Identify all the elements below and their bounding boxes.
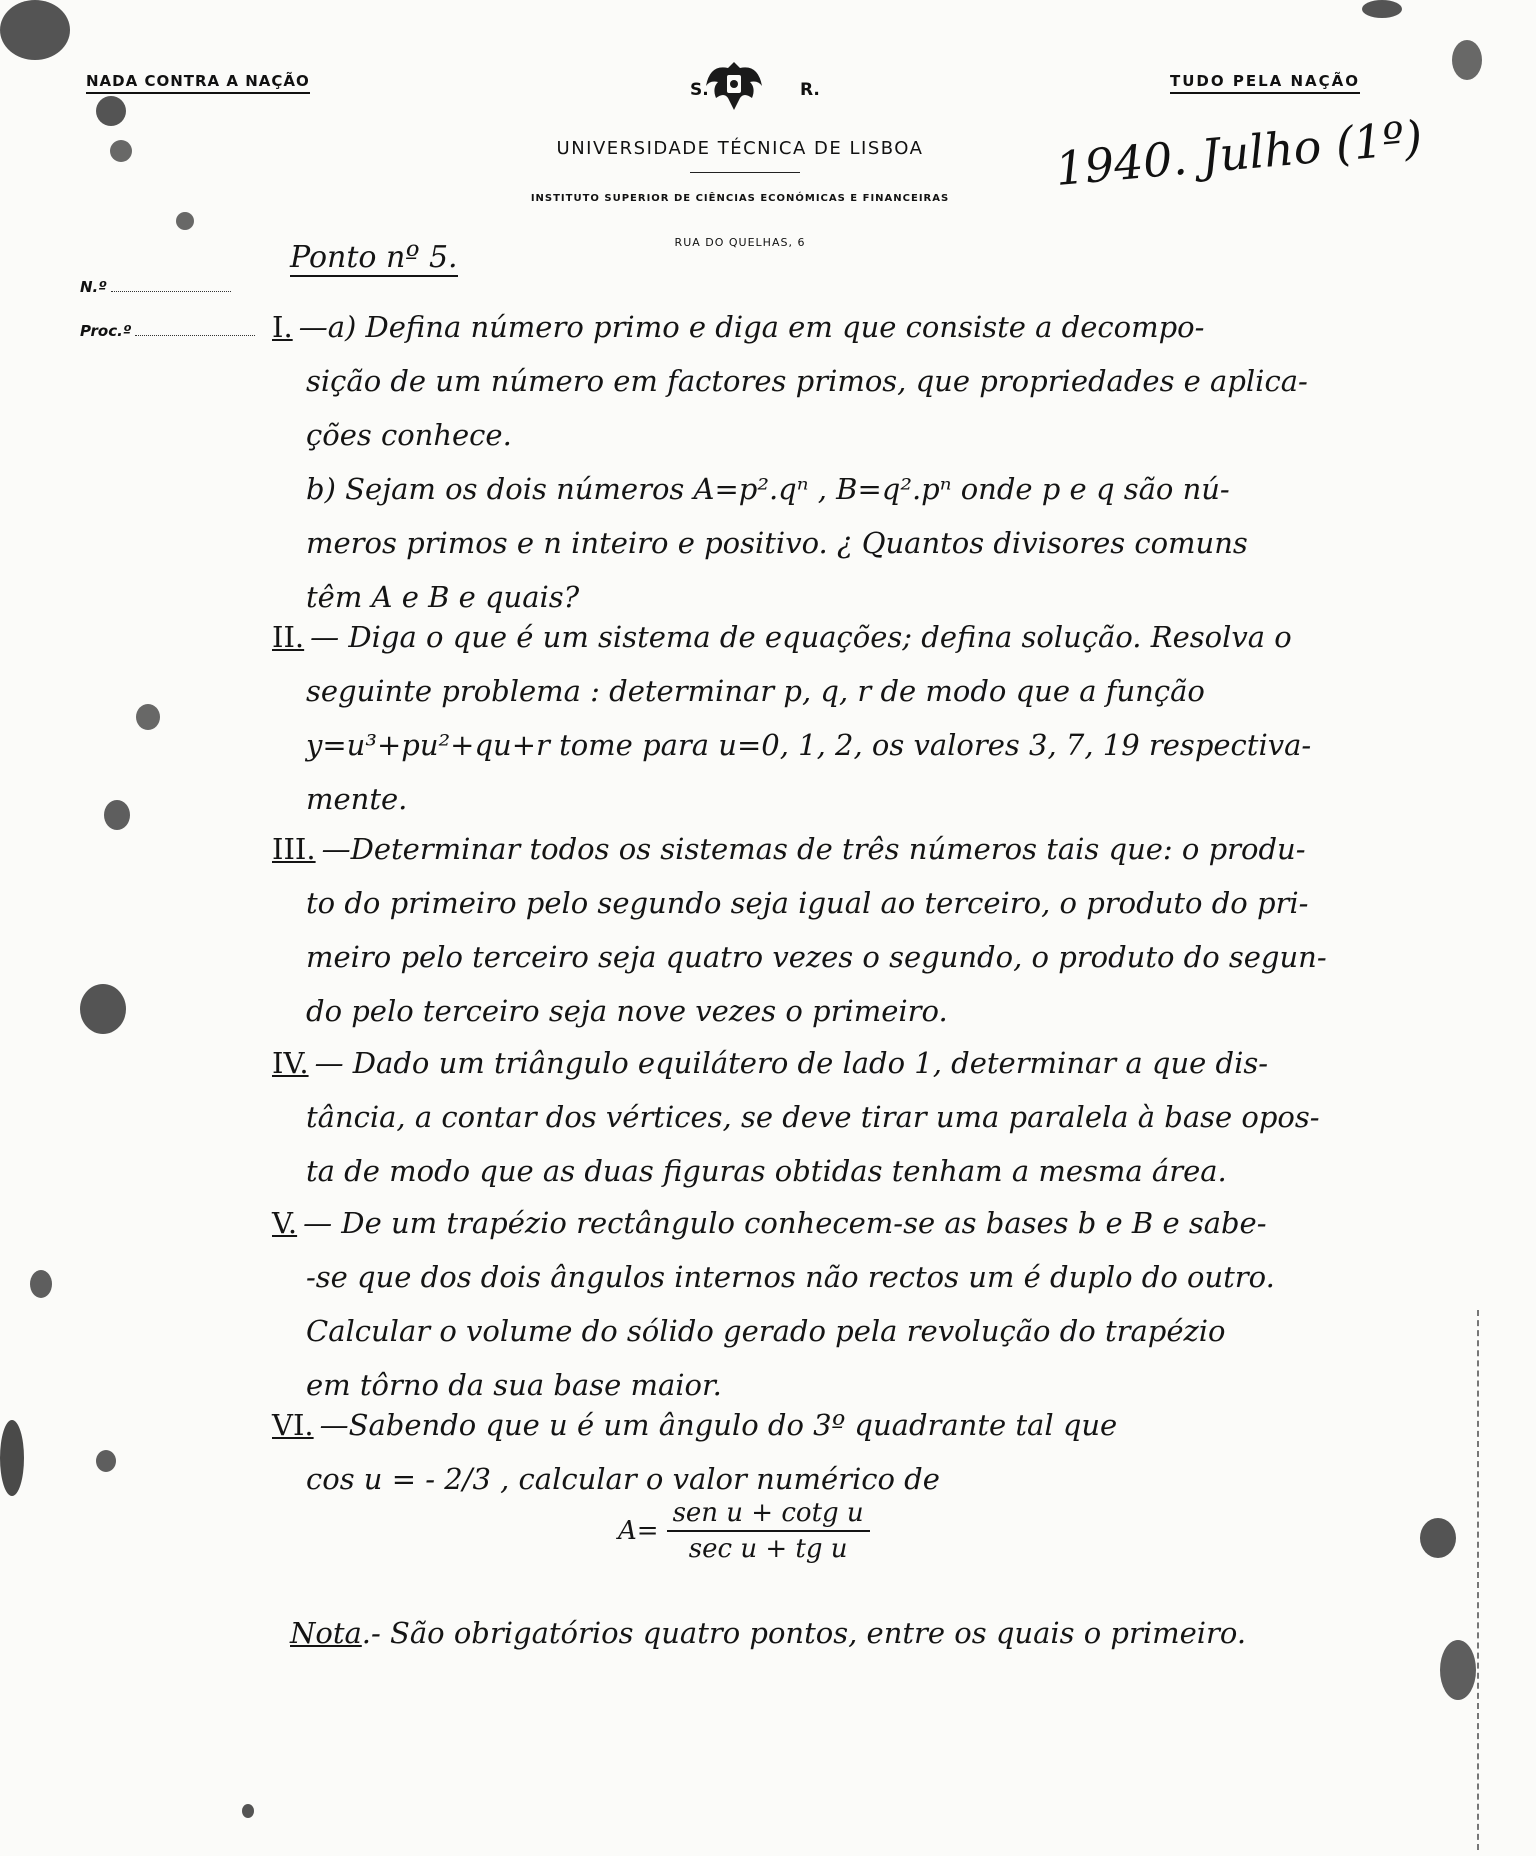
question-line: sição de um número em factores primos, que propriedades e aplica- (306, 364, 1308, 398)
question-line: —Sabendo que u é um ângulo do 3º quadrante tal que (319, 1408, 1118, 1442)
question-line: seguinte problema : determinar p, q, r de modo que a função (306, 674, 1205, 708)
question-line: cos u = - 2/3 , calcular o valor numérico de (306, 1462, 940, 1496)
proc-field-label: Proc.º (80, 322, 132, 340)
ink-stain (1452, 40, 1482, 80)
formula-numerator: sen u + cotg u (667, 1498, 870, 1532)
ink-stain (30, 1270, 52, 1298)
question-3 (272, 822, 1327, 1038)
formula-fraction (667, 1498, 870, 1564)
formula-lhs: A= (618, 1516, 659, 1546)
question-number: III. (272, 832, 316, 866)
university-name: UNIVERSIDADE TÉCNICA DE LISBOA (556, 138, 924, 159)
question-line: —a) Defina número primo e diga em que consiste a decompo- (298, 310, 1205, 344)
number-field (80, 278, 231, 296)
question-line: b) Sejam os dois números A=p².qⁿ , B=q².pⁿ onde p e q são nú- (306, 472, 1230, 506)
question-line: Calcular o volume do sólido gerado pela revolução do trapézio (306, 1314, 1226, 1348)
question-line: ta de modo que as duas figuras obtidas tenham a mesma área. (306, 1154, 1227, 1188)
ink-stain (96, 96, 126, 126)
ink-stain (136, 704, 160, 730)
ink-stain (104, 800, 130, 830)
question-2 (272, 610, 1311, 826)
exam-title: Ponto nº 5. (290, 240, 458, 275)
question-line: —Determinar todos os sistemas de três números tais que: o produ- (321, 832, 1306, 866)
question-1 (272, 300, 1308, 624)
ink-stain (0, 0, 70, 60)
header-divider (690, 172, 800, 173)
question-line: — Diga o que é um sistema de equações; defina solução. Resolva o (310, 620, 1292, 654)
question-line: em tôrno da sua base maior. (306, 1368, 722, 1402)
ink-stain (242, 1804, 254, 1818)
ink-stain (176, 212, 194, 230)
question-number: IV. (272, 1046, 309, 1080)
question-line: meiro pelo terceiro seja quatro vezes o segundo, o produto do segun- (306, 940, 1327, 974)
formula-denominator: sec u + tg u (688, 1534, 848, 1564)
question-line: do pelo terceiro seja nove vezes o primeiro. (306, 994, 948, 1028)
number-field-label: N.º (80, 278, 107, 296)
question-line: tância, a contar dos vértices, se deve tirar uma paralela à base opos- (306, 1100, 1320, 1134)
question-4 (272, 1036, 1320, 1198)
page-edge-line (1477, 1310, 1479, 1850)
exam-note (290, 1616, 1246, 1650)
ink-stain (1362, 0, 1402, 18)
question-6 (272, 1398, 1117, 1506)
institute-name: INSTITUTO SUPERIOR DE CIÊNCIAS ECONÓMICAS E FINANCEIRAS (530, 193, 950, 204)
s-letter: S. (690, 80, 709, 100)
question-number: I. (272, 310, 293, 344)
formula (618, 1498, 870, 1564)
exam-date: 1940. Julho (1º) (1053, 110, 1425, 196)
question-line: têm A e B e quais? (306, 580, 580, 614)
question-number: VI. (272, 1408, 314, 1442)
question-line: mente. (306, 782, 408, 816)
motto-left: NADA CONTRA A NAÇÃO (86, 72, 310, 94)
ink-stain (96, 1450, 116, 1472)
note-label: Nota (290, 1616, 362, 1650)
coat-of-arms-icon (700, 58, 768, 114)
question-line: meros primos e n inteiro e positivo. ¿ Quantos divisores comuns (306, 526, 1248, 560)
question-line: -se que dos dois ângulos internos não rectos um é duplo do outro. (306, 1260, 1275, 1294)
question-number: II. (272, 620, 305, 654)
proc-field (80, 322, 255, 340)
question-line: y=u³+pu²+qu+r tome para u=0, 1, 2, os valores 3, 7, 19 respectiva- (306, 728, 1312, 762)
note-text: .- São obrigatórios quatro pontos, entre os quais o primeiro. (361, 1616, 1247, 1650)
r-letter: R. (800, 80, 820, 100)
motto-right: TUDO PELA NAÇÃO (1170, 72, 1360, 94)
question-line: — Dado um triângulo equilátero de lado 1, determinar a que dis- (314, 1046, 1269, 1080)
question-line: to do primeiro pelo segundo seja igual ao terceiro, o produto do pri- (306, 886, 1309, 920)
ink-stain (1440, 1640, 1476, 1700)
ink-stain (80, 984, 126, 1034)
question-line: — De um trapézio rectângulo conhecem-se as bases b e B e sabe- (303, 1206, 1267, 1240)
question-number: V. (272, 1206, 298, 1240)
ink-stain (1420, 1518, 1456, 1558)
ink-stain (0, 1420, 24, 1496)
question-line: ções conhece. (306, 418, 512, 452)
institute-address: RUA DO QUELHAS, 6 (674, 236, 806, 249)
question-5 (272, 1196, 1275, 1412)
